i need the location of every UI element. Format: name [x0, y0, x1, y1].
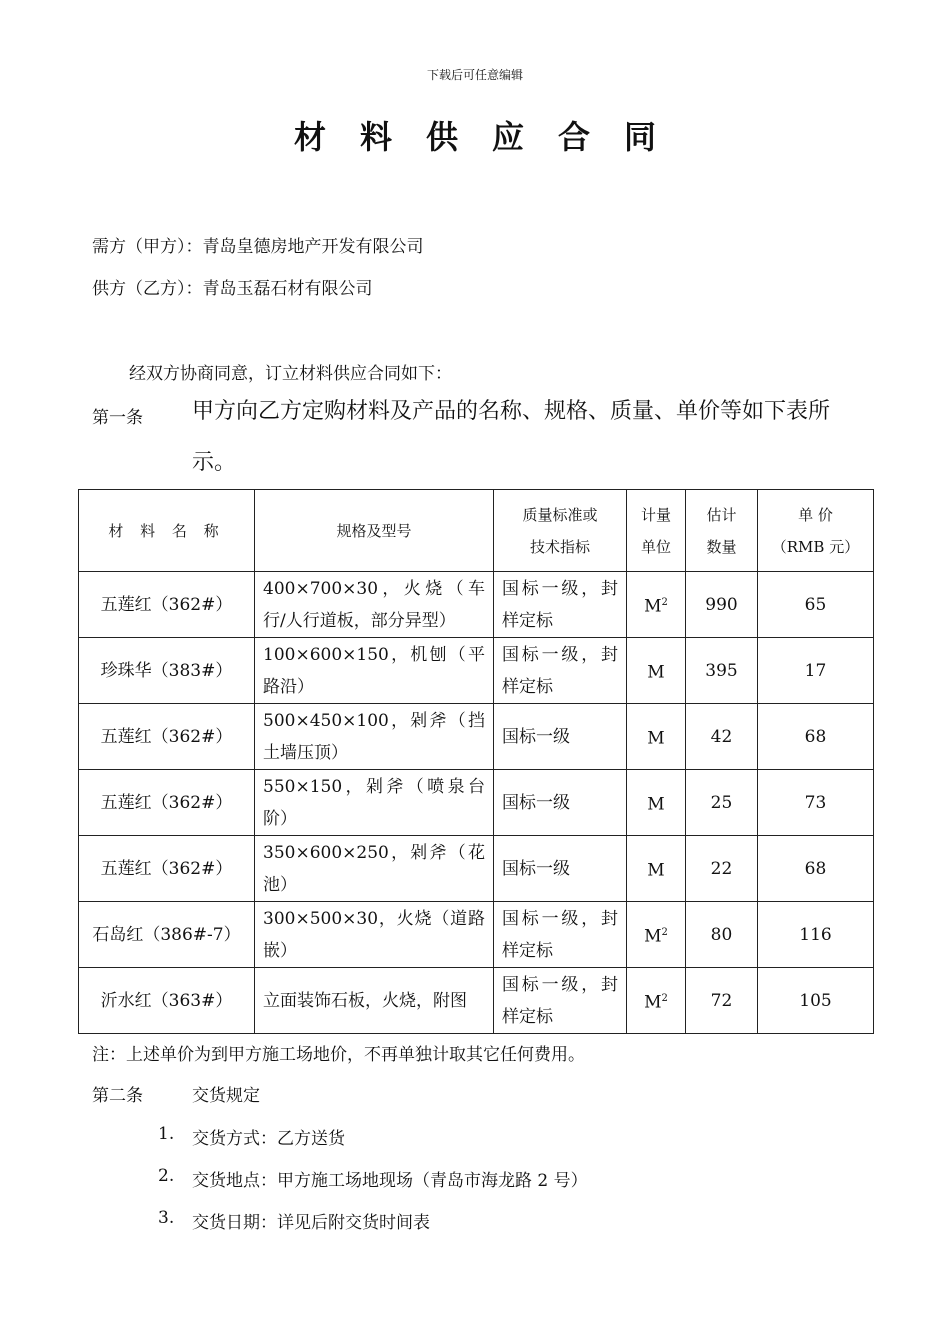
cell-price: 65	[758, 572, 874, 638]
unit-text: M	[644, 992, 662, 1013]
cell-quality: 国标一级	[494, 704, 627, 770]
cell-quality: 国标一级，封样定标	[494, 638, 627, 704]
cell-price: 17	[758, 638, 874, 704]
cell-unit	[627, 704, 686, 770]
cell-unit	[627, 638, 686, 704]
header-price	[758, 490, 874, 572]
article1-label: 第一条	[92, 408, 143, 428]
delivery-item-text: 交货日期：详见后附交货时间表	[192, 1213, 430, 1233]
delivery-item-number: 1.	[158, 1124, 175, 1144]
header-price-line1: 单 价	[798, 505, 833, 524]
cell-quality: 国标一级	[494, 770, 627, 836]
table-row	[79, 902, 874, 968]
cell-spec: 350×600×250，剁斧（花池）	[255, 836, 494, 902]
delivery-item-number: 3.	[158, 1208, 175, 1228]
header-name: 材 料 名 称	[79, 490, 255, 572]
table-header-row	[79, 490, 874, 572]
table-row	[79, 836, 874, 902]
supply-party: 供方（乙方）：青岛玉磊石材有限公司	[92, 279, 373, 299]
delivery-item-text: 交货地点：甲方施工场地现场（青岛市海龙路 2 号）	[192, 1171, 588, 1191]
table-row	[79, 770, 874, 836]
unit-text: M	[644, 596, 662, 617]
unit-superscript: 2	[661, 926, 668, 938]
cell-name: 沂水红（363#）	[79, 968, 255, 1034]
header-quality	[494, 490, 627, 572]
cell-spec: 500×450×100，剁斧（挡土墙压顶）	[255, 704, 494, 770]
cell-quality: 国标一级，封样定标	[494, 572, 627, 638]
table-row	[79, 638, 874, 704]
header-quality-line2: 技术指标	[529, 537, 590, 556]
unit-superscript: 2	[661, 596, 668, 608]
demand-party: 需方（甲方）：青岛皇德房地产开发有限公司	[92, 237, 424, 257]
unit-superscript: 2	[661, 992, 668, 1004]
header-unit-line2: 单位	[640, 537, 671, 556]
unit-text: M	[647, 662, 665, 683]
cell-unit	[627, 572, 686, 638]
cell-price: 68	[758, 704, 874, 770]
cell-unit	[627, 902, 686, 968]
table-row	[79, 704, 874, 770]
unit-text: M	[647, 728, 665, 749]
cell-price: 73	[758, 770, 874, 836]
cell-spec: 100×600×150，机刨（平路沿）	[255, 638, 494, 704]
price-note: 注：上述单价为到甲方施工场地价，不再单独计取其它任何费用。	[92, 1045, 585, 1065]
delivery-item-text: 交货方式：乙方送货	[192, 1129, 345, 1149]
cell-spec: 550×150，剁斧（喷泉台阶）	[255, 770, 494, 836]
cell-price: 105	[758, 968, 874, 1034]
cell-name: 珍珠华（383#）	[79, 638, 255, 704]
header-unit-line1: 计量	[640, 505, 671, 524]
unit-text: M	[647, 794, 665, 815]
cell-qty: 990	[686, 572, 758, 638]
cell-quality: 国标一级，封样定标	[494, 968, 627, 1034]
cell-spec: 立面装饰石板，火烧，附图	[255, 968, 494, 1034]
intro-text: 经双方协商同意，订立材料供应合同如下：	[129, 364, 452, 384]
header-note: 下载后可任意编辑	[426, 68, 523, 82]
header-qty-line2: 数量	[706, 537, 737, 556]
document-title: 材料供应合同	[293, 118, 690, 156]
cell-name: 五莲红（362#）	[79, 704, 255, 770]
cell-spec: 300×500×30，火烧（道路嵌）	[255, 902, 494, 968]
cell-qty: 395	[686, 638, 758, 704]
unit-text: M	[644, 926, 662, 947]
article2-title: 交货规定	[192, 1086, 260, 1106]
cell-qty: 25	[686, 770, 758, 836]
cell-name: 石岛红（386#-7）	[79, 902, 255, 968]
unit-text: M	[647, 860, 665, 881]
header-unit	[627, 490, 686, 572]
header-qty-line1: 估计	[706, 505, 737, 524]
cell-qty: 42	[686, 704, 758, 770]
cell-qty: 22	[686, 836, 758, 902]
cell-price: 116	[758, 902, 874, 968]
article1-text: 甲方向乙方定购材料及产品的名称、规格、质量、单价等如下表所示。	[192, 399, 831, 475]
article2-label: 第二条	[92, 1086, 143, 1106]
cell-name: 五莲红（362#）	[79, 572, 255, 638]
table-row	[79, 968, 874, 1034]
cell-qty: 72	[686, 968, 758, 1034]
delivery-item-number: 2.	[158, 1166, 175, 1186]
header-qty	[686, 490, 758, 572]
cell-quality: 国标一级，封样定标	[494, 902, 627, 968]
cell-quality: 国标一级	[494, 836, 627, 902]
header-price-line2: （RMB 元）	[771, 537, 860, 556]
materials-table	[78, 489, 874, 1034]
cell-qty: 80	[686, 902, 758, 968]
cell-name: 五莲红（362#）	[79, 770, 255, 836]
cell-name: 五莲红（362#）	[79, 836, 255, 902]
cell-spec: 400×700×30，火烧（车行/人行道板，部分异型）	[255, 572, 494, 638]
header-quality-line1: 质量标准或	[522, 505, 598, 524]
cell-unit	[627, 770, 686, 836]
cell-unit	[627, 836, 686, 902]
cell-price: 68	[758, 836, 874, 902]
header-spec: 规格及型号	[255, 490, 494, 572]
cell-unit	[627, 968, 686, 1034]
table-row	[79, 572, 874, 638]
